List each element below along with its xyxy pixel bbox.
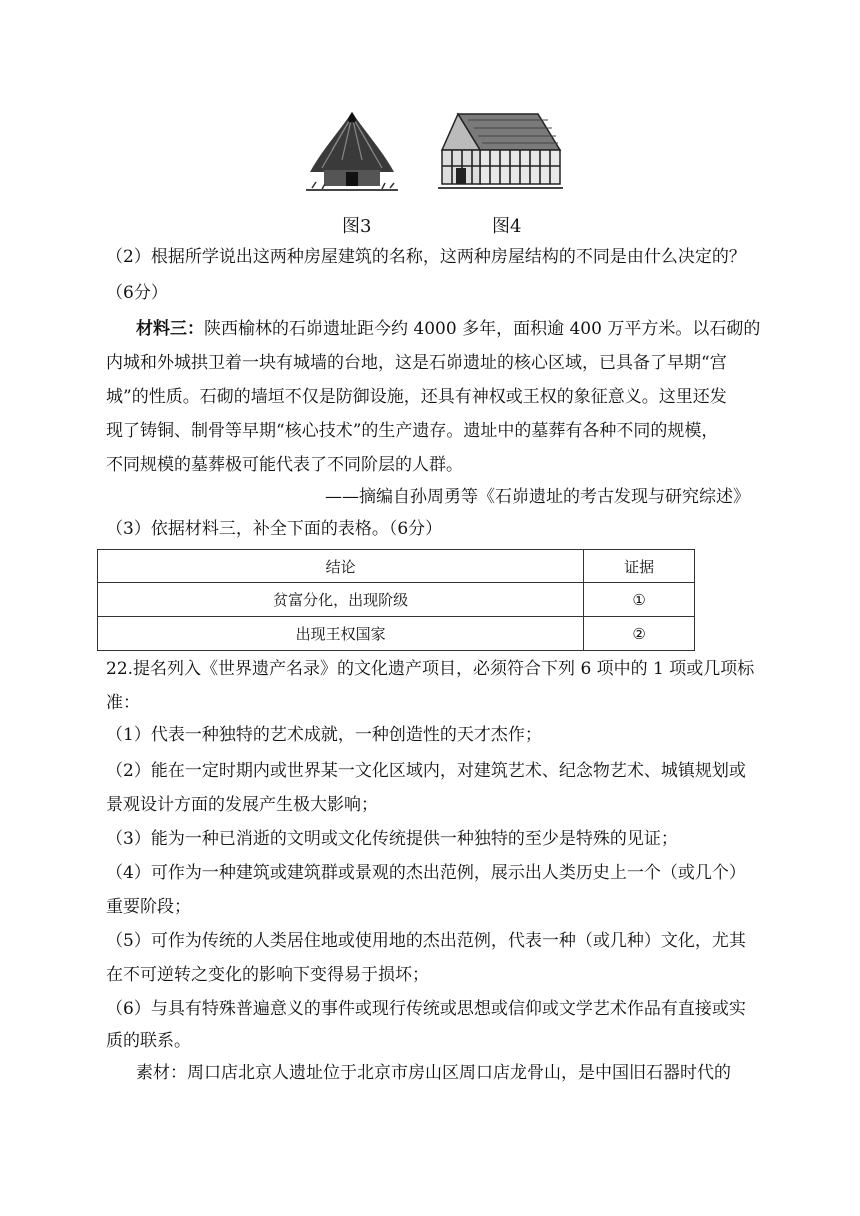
table-header-conclusion: 结论	[98, 550, 584, 583]
table-cell-conclusion: 出现王权国家	[98, 617, 584, 651]
q22-line1: 22.提名列入《世界遗产名录》的文化遗产项目，必须符合下列 6 项中的 1 项或几项标	[106, 659, 755, 679]
criterion-5a: （5）可作为传统的人类居住地或使用地的杰出范例，代表一种（或几种）文化，尤其	[106, 931, 746, 951]
criterion-2b: 景观设计方面的发展产生极大影响；	[106, 795, 378, 815]
material3-label: 材料三：	[136, 319, 204, 339]
material3-line1-text: 陕西榆林的石峁遗址距今约 4000 多年，面积逾 400 万平方米。以石砌的	[204, 319, 761, 339]
criterion-5b: 在不可逆转之变化的影响下变得易于损坏；	[106, 965, 429, 985]
q2-line1: （2）根据所学说出这两种房屋建筑的名称，这两种房屋结构的不同是由什么决定的？	[106, 247, 746, 267]
table-row	[98, 617, 695, 651]
timber-house-icon	[438, 110, 563, 195]
table-header-evidence: 证据	[584, 550, 695, 583]
criterion-4b: 重要阶段；	[106, 897, 191, 917]
criterion-3: （3）能为一种已消逝的文明或文化传统提供一种独特的至少是特殊的见证；	[106, 829, 678, 849]
table-cell-evidence-blank[interactable]: ①	[584, 583, 695, 617]
material3-line1	[136, 318, 786, 340]
fig4-caption: 图4	[492, 216, 522, 237]
table-cell-conclusion: 贫富分化，出现阶级	[98, 583, 584, 617]
criterion-1: （1）代表一种独特的艺术成就，一种创造性的天才杰作；	[106, 725, 542, 745]
material3-line4: 现了铸铜、制骨等早期“核心技术”的生产遗存。遗址中的墓葬有各种不同的规模，	[106, 421, 719, 441]
q22-line2: 准：	[106, 693, 140, 713]
q2-line2: （6分）	[106, 283, 168, 303]
criterion-4a: （4）可作为一种建筑或建筑群或景观的杰出范例，展示出人类历史上一个（或几个）	[106, 863, 746, 883]
q3-prompt: （3）依据材料三，补全下面的表格。（6分）	[106, 519, 443, 539]
material3-line5: 不同规模的墓葬极可能代表了不同阶层的人群。	[106, 455, 463, 475]
table-cell-evidence-blank[interactable]: ②	[584, 617, 695, 651]
material3-line2: 内城和外城拱卫着一块有城墙的台地，这是石峁遗址的核心区域，已具备了早期“宫	[106, 353, 727, 373]
criterion-2a: （2）能在一定时期内或世界某一文化区域内，对建筑艺术、纪念物艺术、城镇规划或	[106, 761, 746, 781]
conclusion-evidence-table	[97, 549, 695, 651]
fig3-caption: 图3	[342, 216, 372, 237]
figures-row	[290, 100, 580, 240]
table-row	[98, 583, 695, 617]
q22-material: 素材：周口店北京人遗址位于北京市房山区周口店龙骨山，是中国旧石器时代的	[136, 1063, 731, 1083]
thatched-hut-icon	[302, 110, 402, 195]
criterion-6b: 质的联系。	[106, 1031, 191, 1051]
material3-source: ——摘编自孙周勇等《石峁遗址的考古发现与研究综述》	[325, 487, 750, 507]
table-header-row	[98, 550, 695, 583]
criterion-6a: （6）与具有特殊普遍意义的事件或现行传统或思想或信仰或文学艺术作品有直接或实	[106, 999, 746, 1019]
material3-line3: 城”的性质。石砌的墙垣不仅是防御设施，还具有神权或王权的象征意义。这里还发	[106, 387, 727, 407]
